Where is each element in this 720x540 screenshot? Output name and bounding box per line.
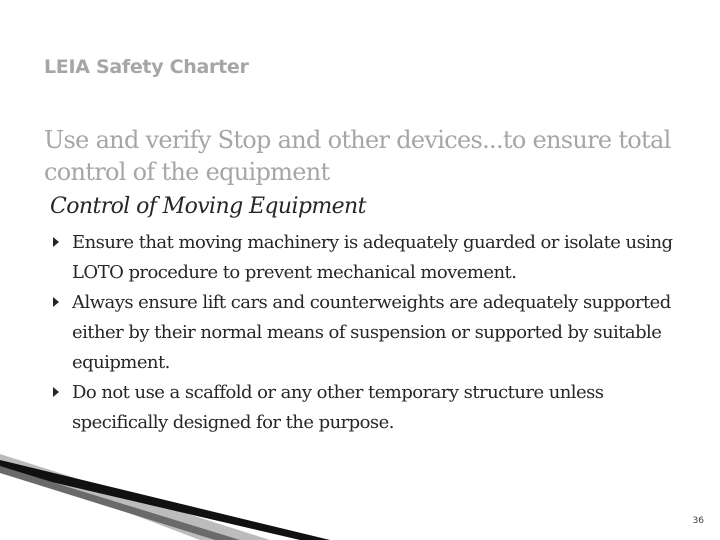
page-number: 36 [692, 516, 704, 526]
bullet-text: Do not use a scaffold or any other temporary structure unless specifically designed for the purpose. [72, 382, 604, 433]
decorative-swoosh-mid [0, 466, 240, 540]
decorative-swoosh [0, 440, 330, 540]
bullet-text: Always ensure lift cars and counterweights are adequately supported either by their normal means of suspension or supported by suitable equipment. [72, 292, 671, 373]
triangle-bullet-icon [53, 237, 59, 247]
triangle-bullet-icon [53, 387, 59, 397]
section-heading: Control of Moving Equipment [50, 194, 366, 219]
bullet-list [44, 228, 694, 438]
bullet-item [44, 288, 694, 378]
bullet-item [44, 378, 694, 438]
decorative-swoosh-dark [0, 460, 330, 540]
slide-title: Use and verify Stop and other devices...to ensure total control of the equipment [44, 126, 671, 186]
triangle-bullet-icon [53, 297, 59, 307]
slide-subtitle: LEIA Safety Charter [44, 56, 249, 78]
bullet-text: Ensure that moving machinery is adequately guarded or isolate using LOTO procedure to prevent mechanical movement. [72, 232, 673, 283]
bullet-item [44, 228, 694, 288]
